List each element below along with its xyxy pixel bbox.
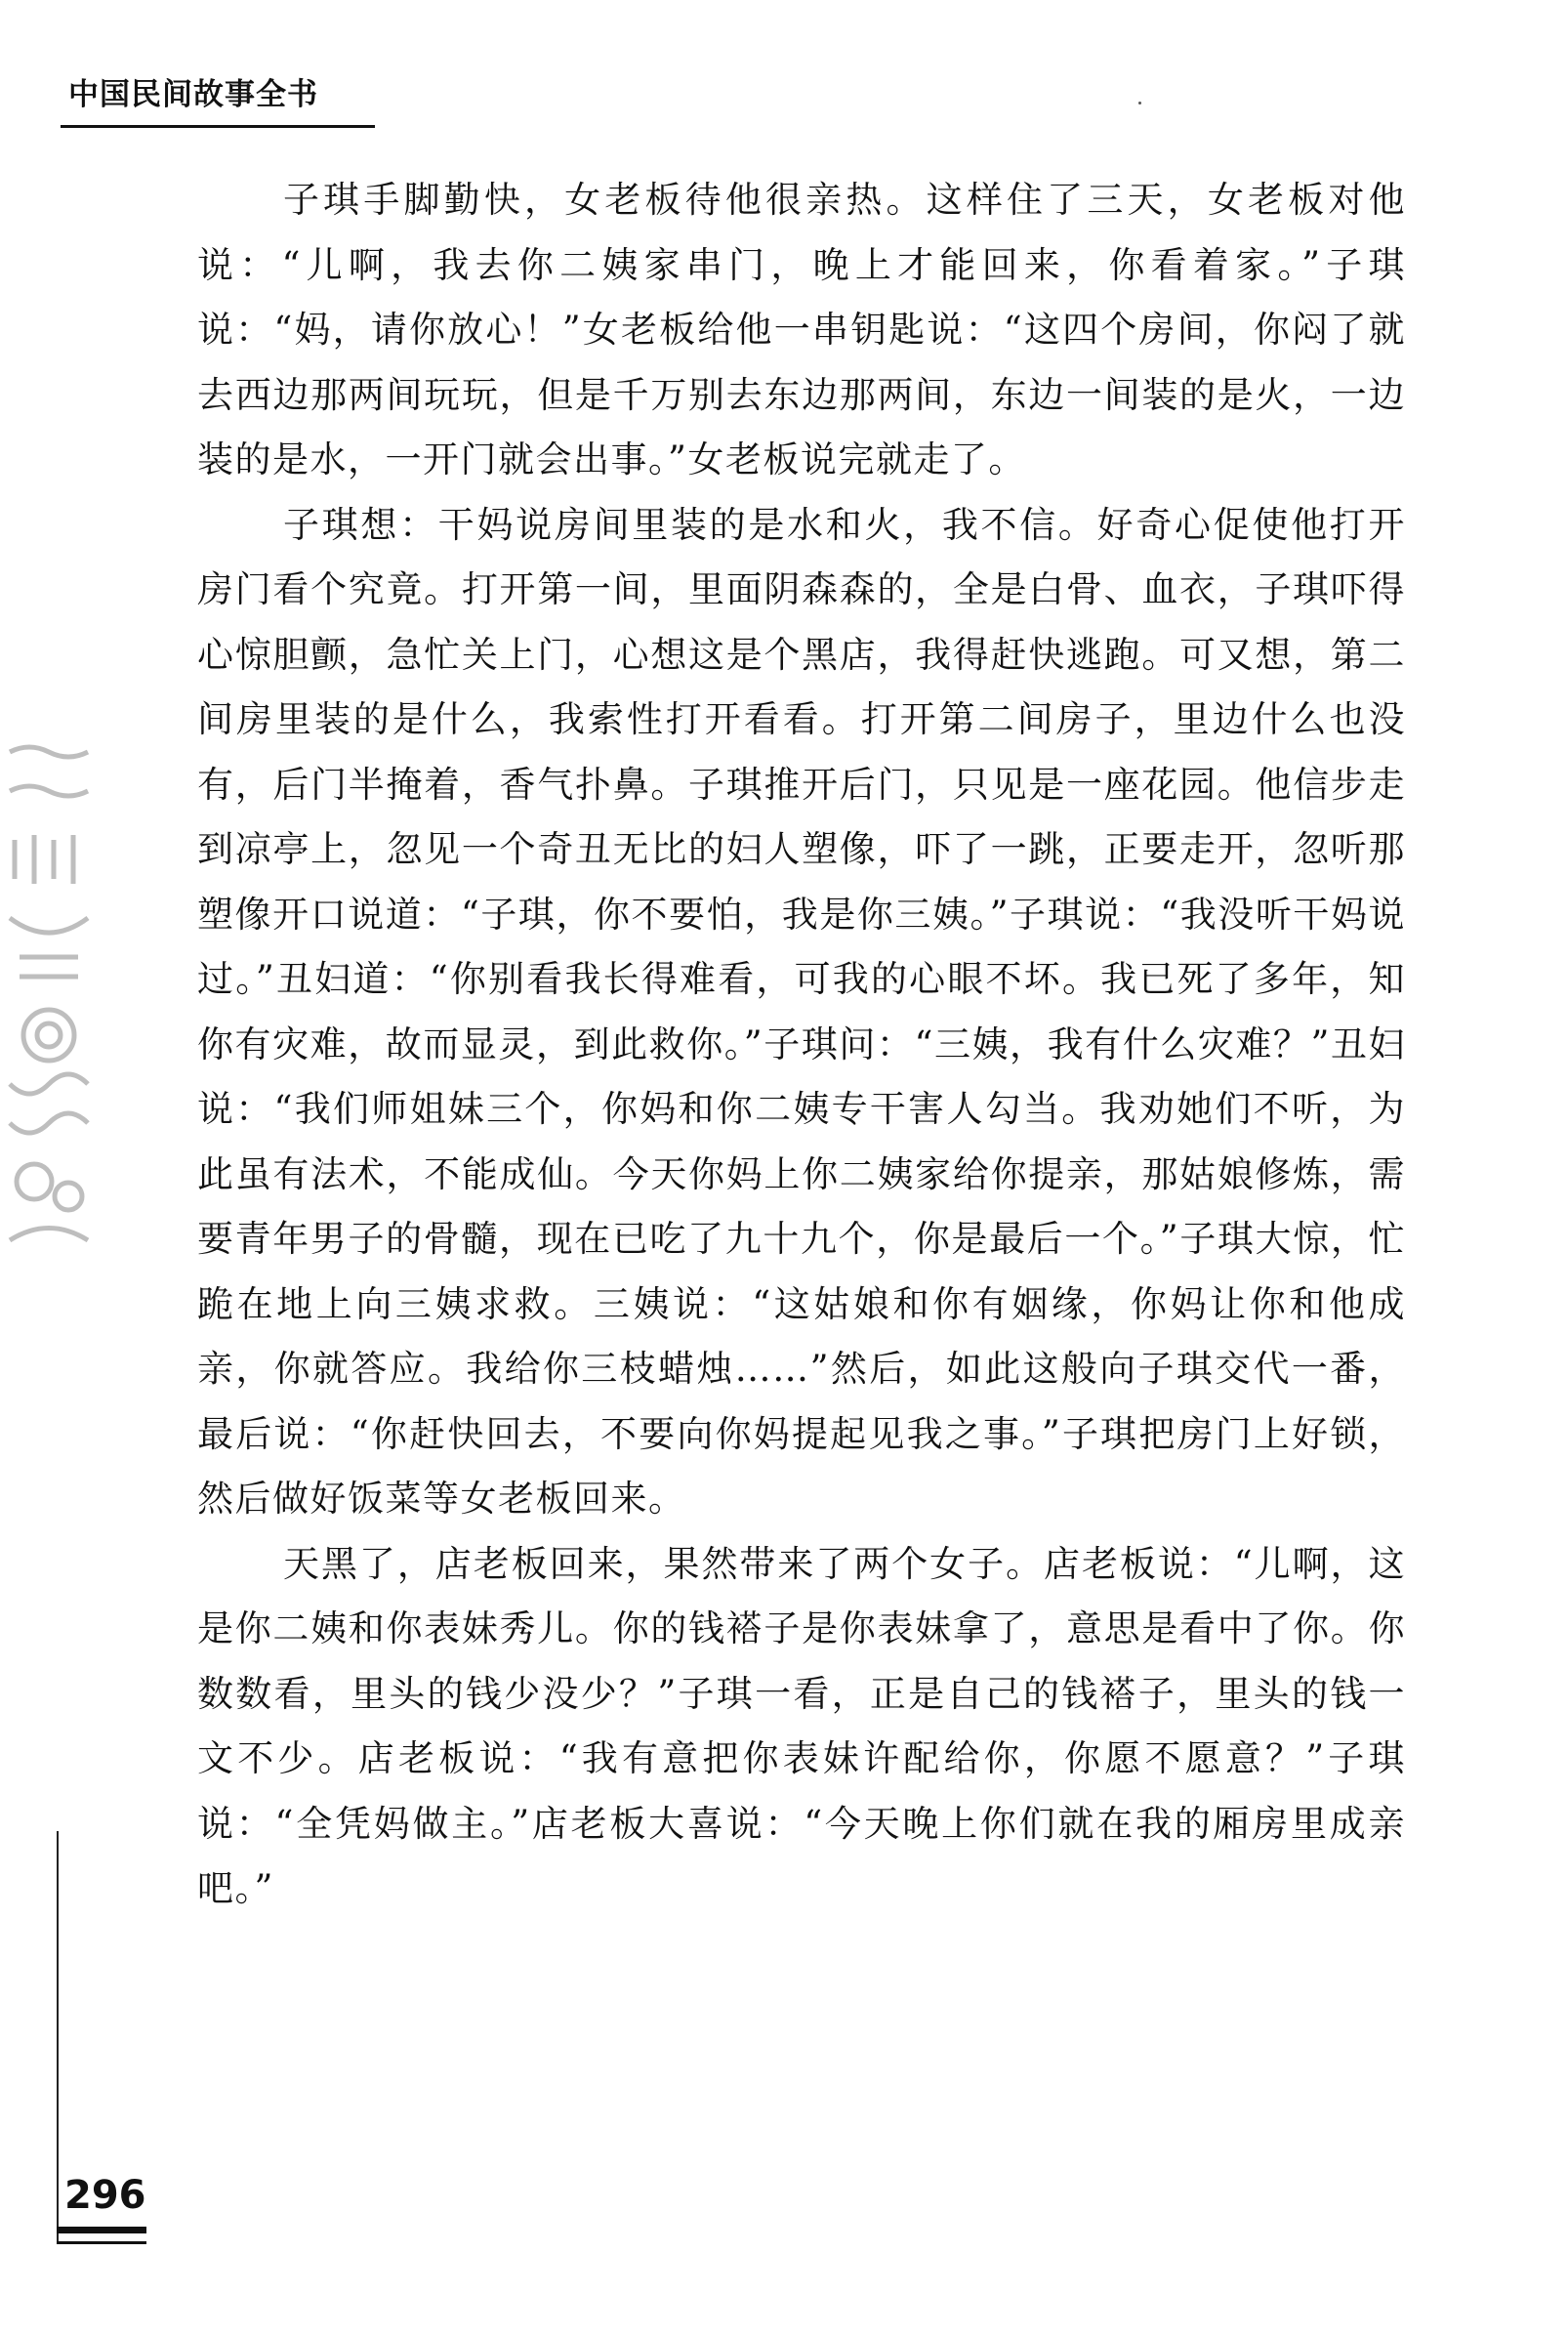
paragraph-1: 子琪手脚勤快，女老板待他很亲热。这样住了三天，女老板对他说：“儿啊，我去你二姨家串门，晚上才能回来，你看着家。”子琪说：“妈，请你放心！”女老板给他一串钥匙说：“这四个房间，你闷了就去西边那两间玩玩，但是千万别去东边那两间，东边一间装的是火，一边装的是水，一开门就会出事。”女老板说完就走了。 (197, 179, 1406, 480)
page-number: 296 (64, 2173, 146, 2218)
story-body (197, 168, 1406, 1922)
paragraph-3: 天黑了，店老板回来，果然带来了两个女子。店老板说：“儿啊，这是你二姨和你表妹秀儿。你的钱褡子是你表妹拿了，意思是看中了你。你数数看，里头的钱少没少？”子琪一看，正是自己的钱褡子，里头的钱一文不少。店老板说：“我有意把你表妹许配给你，你愿不愿意？”子琪说：“全凭妈做主。”店老板大喜说：“今天晚上你们就在我的厢房里成亲吧。” (197, 1542, 1406, 1909)
footer-rule-thick (57, 2227, 146, 2233)
running-header-book-title: 中国民间故事全书 (68, 77, 318, 112)
header-rule (61, 125, 375, 128)
margin-rule (57, 1831, 59, 2241)
side-ornament-pattern (0, 732, 98, 1279)
footer-rule-thin (57, 2241, 146, 2244)
paragraph-2: 子琪想：干妈说房间里装的是水和火，我不信。好奇心促使他打开房门看个究竟。打开第一间，里面阴森森的，全是白骨、血衣，子琪吓得心惊胆颤，急忙关上门，心想这是个黑店，我得赶快逃跑。可又想，第二间房里装的是什么，我索性打开看看。打开第二间房子，里边什么也没有，后门半掩着，香气扑鼻。子琪推开后门，只见是一座花园。他信步走到凉亭上，忽见一个奇丑无比的妇人塑像，吓了一跳，正要走开，忽听那塑像开口说道：“子琪，你不要怕，我是你三姨。”子琪说：“我没听干妈说过。”丑妇道：“你别看我长得难看，可我的心眼不坏。我已死了多年，知你有灾难，故而显灵，到此救你。”子琪问：“三姨，我有什么灾难？”丑妇说：“我们师姐妹三个，你妈和你二姨专干害人勾当。我劝她们不听，为此虽有法术，不能成仙。今天你妈上你二姨家给你提亲，那姑娘修炼，需要青年男子的骨髓，现在已吃了九十九个，你是最后一个。”子琪大惊，忙跪在地上向三姨求救。三姨说：“这姑娘和你有姻缘，你妈让你和他成亲，你就答应。我给你三枝蜡烛……”然后，如此这般向子琪交代一番，最后说：“你赶快回去，不要向你妈提起见我之事。”子琪把房门上好锁，然后做好饭菜等女老板回来。 (197, 503, 1406, 1520)
scan-speck (1138, 102, 1141, 104)
